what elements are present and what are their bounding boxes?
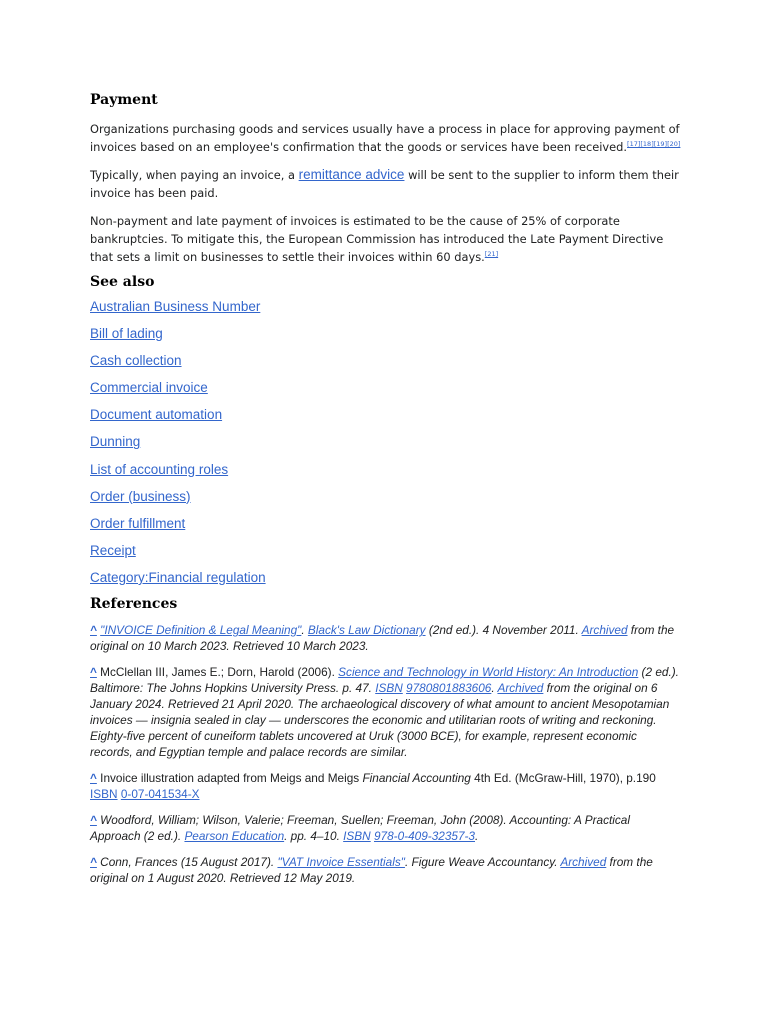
- ref4-publisher-link[interactable]: Pearson Education: [184, 829, 285, 844]
- see-also-item: [90, 352, 682, 379]
- backlink-caret[interactable]: ^: [90, 771, 97, 786]
- reference-item-2: [90, 664, 682, 760]
- reference-item-5: [90, 854, 682, 886]
- link-order-fulfillment[interactable]: Order fulfillment: [90, 515, 186, 531]
- ref4-isbn-link[interactable]: 978-0-409-32357-3: [373, 829, 475, 844]
- link-receipt[interactable]: Receipt: [90, 542, 136, 558]
- ref2-isbn-label-link[interactable]: ISBN: [375, 681, 403, 696]
- link-list-of-accounting-roles[interactable]: List of accounting roles: [90, 461, 229, 477]
- ref4-isbn-label-link[interactable]: ISBN: [343, 829, 371, 844]
- backlink-caret[interactable]: ^: [90, 623, 97, 638]
- ref2-title-link[interactable]: Science and Technology in World History: An Introduction: [338, 665, 639, 680]
- payment-paragraph-3: [90, 212, 682, 266]
- payment-paragraph-1-text: Organizations purchasing goods and services usually have a process in place for approving payment of invoices based on an employee's confirmation that the goods or services have been received.: [90, 122, 680, 154]
- link-document-automation[interactable]: Document automation: [90, 407, 223, 423]
- ref3-isbn-label-link[interactable]: ISBN: [90, 787, 118, 802]
- ref1-sep: .: [301, 623, 308, 638]
- see-also-item: [90, 569, 682, 596]
- link-category-financial-regulation[interactable]: Category:Financial regulation: [90, 569, 266, 585]
- backlink-caret[interactable]: ^: [90, 665, 97, 680]
- link-bill-of-lading[interactable]: Bill of lading: [90, 326, 163, 342]
- ref2-tail: from the original on 6 January 2024. Retrieved 21 April 2020. The archaeological discovery of what amount to ancient Mesopotamian invoices — insignia sealed in clay — underscores the economic and utilitarian roots of writing and reckoning. Eighty-five percent of cuneiform tablets uncovered at Uruk (3000 BCE), for example, represent economic records, and Egyptian temple and palace records are similar.: [90, 681, 670, 760]
- ref5-title-link[interactable]: "VAT Invoice Essentials": [277, 855, 405, 870]
- see-also-list: [90, 298, 682, 596]
- backlink-caret[interactable]: ^: [90, 813, 97, 828]
- see-also-heading: See also: [90, 274, 155, 290]
- payment-paragraph-2-text: Typically, when paying an invoice, a: [90, 168, 299, 182]
- ref2-authors: McClellan III, James E.; Dorn, Harold (2006).: [96, 665, 339, 680]
- ref1-tail: from the original on 10 March 2023. Retrieved 10 March 2023.: [90, 623, 675, 654]
- article-content: [90, 90, 682, 886]
- ref2-mid: (2 ed.). Baltimore: The Johns Hopkins University Press. p. 47.: [90, 665, 679, 696]
- ref3-after: 4th Ed. (McGraw-Hill, 1970), p.190: [470, 771, 656, 786]
- link-australian-business-number[interactable]: Australian Business Number: [90, 299, 261, 314]
- see-also-item: [90, 488, 682, 515]
- remittance-advice-link[interactable]: remittance advice: [298, 167, 405, 182]
- ref1-title-link[interactable]: "INVOICE Definition & Legal Meaning": [100, 623, 302, 638]
- see-also-item: [90, 406, 682, 433]
- link-dunning[interactable]: Dunning: [90, 434, 141, 450]
- reference-item-4: [90, 812, 682, 844]
- link-cash-collection[interactable]: Cash collection: [90, 353, 182, 369]
- backlink-caret[interactable]: ^: [90, 855, 97, 870]
- reference-item-1: [90, 622, 682, 654]
- see-also-item: [90, 433, 682, 460]
- ref4-pages: . pp. 4–10.: [284, 829, 344, 844]
- see-also-item: [90, 515, 682, 542]
- ref5-mid: . Figure Weave Accountancy.: [404, 855, 561, 870]
- see-also-item: [90, 379, 682, 406]
- link-order-business[interactable]: Order (business): [90, 488, 191, 504]
- see-also-item: [90, 461, 682, 488]
- ref1-mid: (2nd ed.). 4 November 2011.: [425, 623, 582, 638]
- ref5-archived-link[interactable]: Archived: [560, 855, 607, 870]
- see-also-item: [90, 542, 682, 569]
- ref1-archived-link[interactable]: Archived: [581, 623, 628, 638]
- ref3-before: Invoice illustration adapted from Meigs and Meigs: [96, 771, 363, 786]
- link-commercial-invoice[interactable]: Commercial invoice: [90, 380, 208, 396]
- ref3-book: Financial Accounting: [362, 771, 471, 786]
- payment-paragraph-3-text: Non-payment and late payment of invoices is estimated to be the cause of 25% of corporate bankruptcies. To mitigate this, the European Commission has introduced the Late Payment Directive that sets a limit on businesses to settle their invoices within 60 days.: [90, 214, 664, 264]
- payment-paragraph-1: [90, 120, 682, 156]
- ref1-source-link[interactable]: Black's Law Dictionary: [307, 623, 426, 638]
- reference-item-3: [90, 770, 682, 802]
- ref5-text: Conn, Frances (15 August 2017).: [96, 855, 278, 870]
- references-list: [90, 622, 682, 886]
- ref3-isbn-link[interactable]: 0-07-041534-X: [120, 787, 200, 802]
- payment-heading: Payment: [90, 92, 158, 108]
- ref5-tail: from the original on 1 August 2020. Retrieved 12 May 2019.: [90, 855, 653, 886]
- citation-21-link[interactable]: [21]: [484, 250, 499, 259]
- ref2-archived-link[interactable]: Archived: [497, 681, 544, 696]
- see-also-item: [90, 325, 682, 352]
- citation-17-20-link[interactable]: [17][18][19][20]: [627, 140, 681, 149]
- payment-paragraph-2: [90, 166, 682, 202]
- ref2-isbn-link[interactable]: 9780801883606: [406, 681, 492, 696]
- see-also-item: [90, 298, 682, 325]
- references-heading: References: [90, 596, 178, 613]
- ref4-text: Woodford, William; Wilson, Valerie; Freeman, Suellen; Freeman, John (2008). Accounting: A Practical Approach (2 ed.).: [90, 813, 630, 844]
- ref2-sep: .: [491, 681, 498, 696]
- payment-paragraph-2-tail: will be sent to the supplier to inform them their invoice has been paid.: [90, 168, 679, 200]
- ref4-end: .: [475, 829, 479, 844]
